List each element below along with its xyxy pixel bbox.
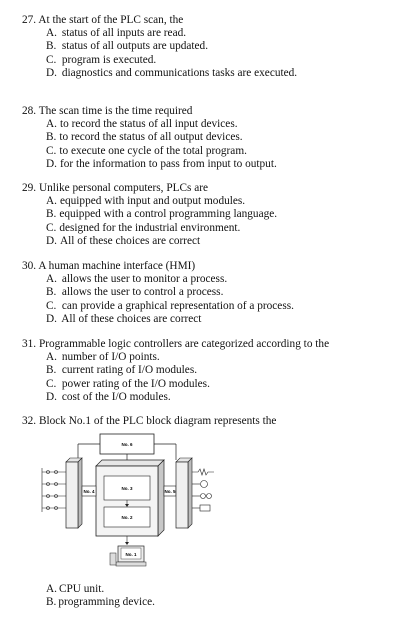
block-1-label: No. 1	[125, 552, 137, 557]
question-stem: 27. At the start of the PLC scan, the	[22, 14, 184, 26]
question-28	[22, 105, 412, 171]
option-text: equipped with input and output modules.	[59, 195, 246, 208]
option-a	[22, 273, 412, 286]
option-text: to record the status of all input devices.	[59, 118, 238, 131]
question-stem: 30. A human machine interface (HMI)	[22, 260, 196, 272]
option-b	[22, 364, 412, 377]
block-5	[164, 458, 192, 528]
option-text: program is executed.	[61, 53, 157, 66]
option-key: B.	[46, 131, 57, 144]
input-switches	[42, 468, 66, 512]
option-a	[22, 351, 412, 364]
question-32	[22, 415, 412, 428]
option-a	[22, 27, 412, 40]
option-key: D.	[46, 390, 57, 403]
option-text: allows the user to control a process.	[61, 286, 224, 299]
option-key: A.	[46, 195, 57, 208]
option-text: allows the user to monitor a process.	[61, 273, 228, 286]
option-c	[22, 145, 412, 158]
option-text: to record the status of all output devices.	[59, 131, 243, 144]
option-text: for the information to pass from input to output.	[59, 157, 277, 170]
option-d	[22, 391, 412, 404]
option-c	[22, 378, 412, 391]
option-text: equipped with a control programming language.	[59, 208, 278, 221]
option-c	[22, 222, 412, 235]
question-31	[22, 338, 412, 404]
option-key: B.	[46, 208, 57, 221]
option-key: A.	[46, 27, 57, 40]
option-key: C.	[46, 53, 57, 66]
output-devices	[192, 469, 214, 511]
option-text: current rating of I/O modules.	[61, 364, 198, 377]
option-key: A.	[46, 351, 57, 364]
option-key: B.	[46, 40, 57, 53]
option-text: All of these choices are correct	[59, 234, 201, 247]
option-key: D.	[46, 66, 57, 79]
option-b	[22, 131, 412, 144]
option-key: C.	[46, 144, 57, 157]
option-key: A.	[46, 583, 57, 595]
option-text: All of these choices are correct	[61, 312, 202, 325]
question-stem: 32. Block No.1 of the PLC block diagram represents the	[22, 415, 277, 427]
option-key: A.	[46, 118, 57, 131]
option-key: D.	[46, 312, 57, 325]
option-text: to execute one cycle of the total program.	[59, 144, 247, 157]
block-4	[66, 458, 96, 528]
option-a	[22, 118, 412, 131]
central-unit	[96, 460, 164, 536]
option-key: D.	[46, 234, 57, 247]
question-stem: 29. Unlike personal computers, PLCs are	[22, 182, 209, 194]
option-b	[22, 40, 412, 53]
option-text: cost of the I/O modules.	[61, 390, 171, 403]
option-text: designed for the industrial environment.	[59, 221, 241, 234]
question-stem: 31. Programmable logic controllers are categorized according to the	[22, 338, 330, 350]
plc-block-diagram	[38, 432, 218, 572]
option-key: C.	[46, 221, 57, 234]
option-key: B.	[46, 286, 57, 299]
option-text: power rating of the I/O modules.	[61, 377, 210, 390]
option-d	[22, 313, 412, 326]
option-b	[22, 208, 412, 221]
block-3-label: No. 3	[121, 486, 133, 491]
block-2-label: No. 2	[121, 515, 133, 520]
option-key: D.	[46, 157, 57, 170]
option-text: CPU unit.	[58, 583, 105, 595]
question-29	[22, 182, 412, 248]
question-27	[22, 14, 412, 80]
option-a	[22, 195, 412, 208]
option-text: can provide a graphical representation of a process.	[61, 299, 294, 312]
option-key: A.	[46, 273, 57, 286]
block-1	[110, 546, 146, 566]
option-text: programming device.	[58, 596, 155, 609]
option-c	[22, 300, 412, 313]
option-c	[22, 54, 412, 67]
option-key: C.	[46, 299, 57, 312]
option-key: C.	[46, 377, 57, 390]
option-text: diagnostics and communications tasks are executed.	[61, 66, 298, 79]
option-text: number of I/O points.	[61, 351, 160, 364]
option-key: B.	[46, 596, 57, 609]
block-5-label: No. 5	[164, 489, 176, 494]
block-6-label: No. 6	[121, 442, 133, 447]
option-b	[46, 596, 155, 609]
question-stem: 28. The scan time is the time required	[22, 105, 193, 117]
option-a	[46, 583, 155, 596]
question-30	[22, 260, 412, 326]
option-text: status of all inputs are read.	[61, 27, 187, 40]
question-32-options	[46, 583, 155, 609]
option-text: status of all outputs are updated.	[61, 40, 209, 53]
option-key: B.	[46, 364, 57, 377]
option-d	[22, 67, 412, 80]
option-b	[22, 286, 412, 299]
option-d	[22, 235, 412, 248]
option-d	[22, 158, 412, 171]
block-4-label: No. 4	[83, 489, 95, 494]
